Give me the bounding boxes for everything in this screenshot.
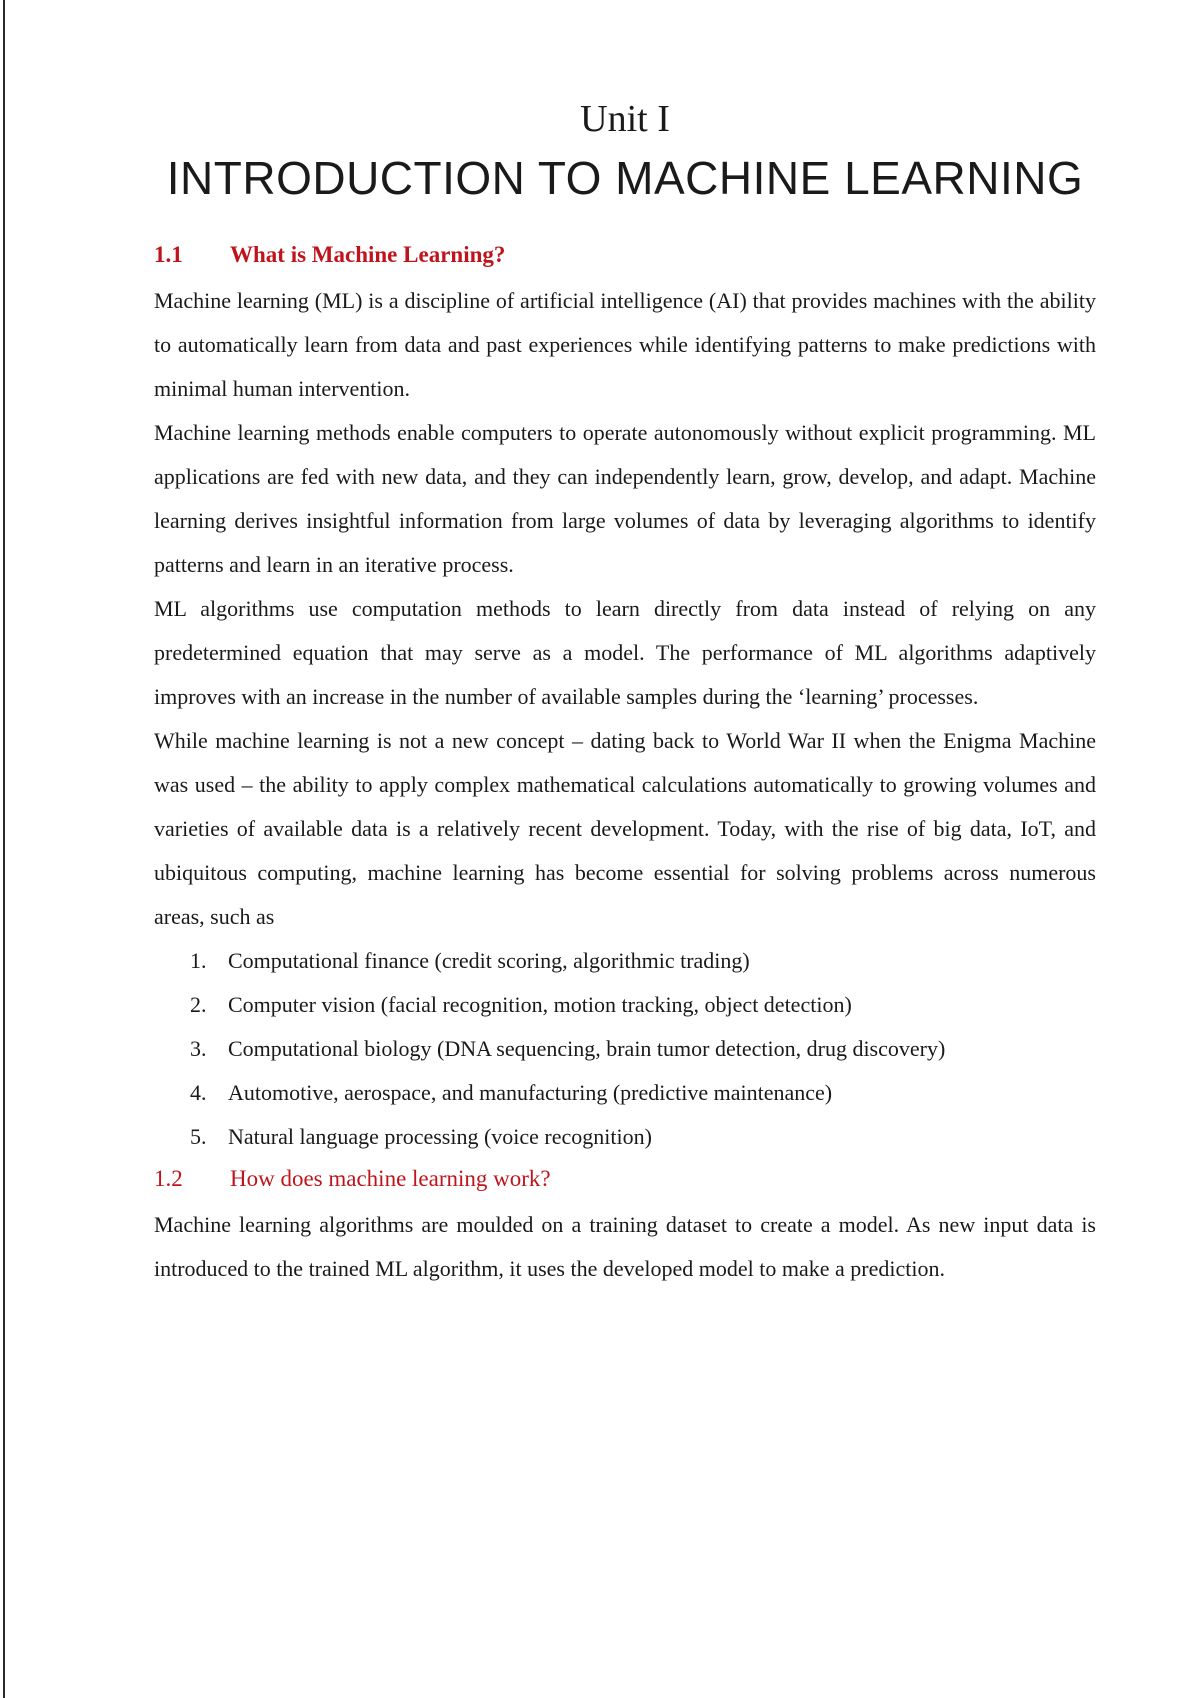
section-title: What is Machine Learning? — [230, 242, 506, 267]
section-number: 1.2 — [154, 1166, 183, 1191]
section-heading-1-1 — [154, 237, 1096, 273]
section-title: How does machine learning work? — [230, 1166, 551, 1191]
page-left-border — [3, 0, 5, 1698]
paragraph: Machine learning algorithms are moulded on a training dataset to create a model. As new input data is introduced to the trained ML algorithm, it uses the developed model to make a prediction. — [154, 1212, 1096, 1281]
list-item — [190, 1115, 1096, 1159]
paragraph: Machine learning methods enable computers to operate autonomously without explicit programming. ML applications are fed with new data, and they can independently learn, grow, develop, and adapt. Machine learning derives insightful information from large volumes of data by leveraging algorithms to identify patterns and learn in an iterative process. — [154, 420, 1096, 577]
list-text: Computer vision (facial recognition, motion tracking, object detection) — [228, 992, 852, 1017]
list-number: 1. — [190, 948, 207, 973]
section-heading-1-2 — [154, 1161, 1096, 1197]
list-number: 4. — [190, 1080, 207, 1105]
list-number: 2. — [190, 992, 207, 1017]
paragraph: Machine learning (ML) is a discipline of artificial intelligence (AI) that provides machines with the ability to automatically learn from data and past experiences while identifying patterns to make predictions with minimal human intervention. — [154, 288, 1096, 401]
list-number: 5. — [190, 1124, 207, 1149]
list-number: 3. — [190, 1036, 207, 1061]
paragraph: While machine learning is not a new concept – dating back to World War II when the Enigma Machine was used – the ability to apply complex mathematical calculations automatically to growing volumes and varieties of available data is a relatively recent development. Today, with the rise of big data, IoT, and ubiquitous computing, machine learning has become essential for solving problems across numerous areas, such as — [154, 728, 1096, 929]
paragraph: ML algorithms use computation methods to learn directly from data instead of relying on any predetermined equation that may serve as a model. The performance of ML algorithms adaptively improves with an increase in the number of available samples during the ‘learning’ processes. — [154, 596, 1096, 709]
document-body — [154, 237, 1096, 1291]
list-text: Computational finance (credit scoring, algorithmic trading) — [228, 948, 750, 973]
application-areas-list — [154, 939, 1096, 1159]
page-title: INTRODUCTION TO MACHINE LEARNING — [166, 152, 1084, 204]
unit-label: Unit I — [580, 98, 670, 140]
list-item — [190, 1071, 1096, 1115]
list-item — [190, 939, 1096, 983]
list-text: Computational biology (DNA sequencing, brain tumor detection, drug discovery) — [228, 1036, 946, 1061]
list-text: Automotive, aerospace, and manufacturing (predictive maintenance) — [228, 1080, 833, 1105]
list-item — [190, 1027, 1096, 1071]
section-number: 1.1 — [154, 242, 183, 267]
list-item — [190, 983, 1096, 1027]
list-text: Natural language processing (voice recognition) — [228, 1124, 652, 1149]
